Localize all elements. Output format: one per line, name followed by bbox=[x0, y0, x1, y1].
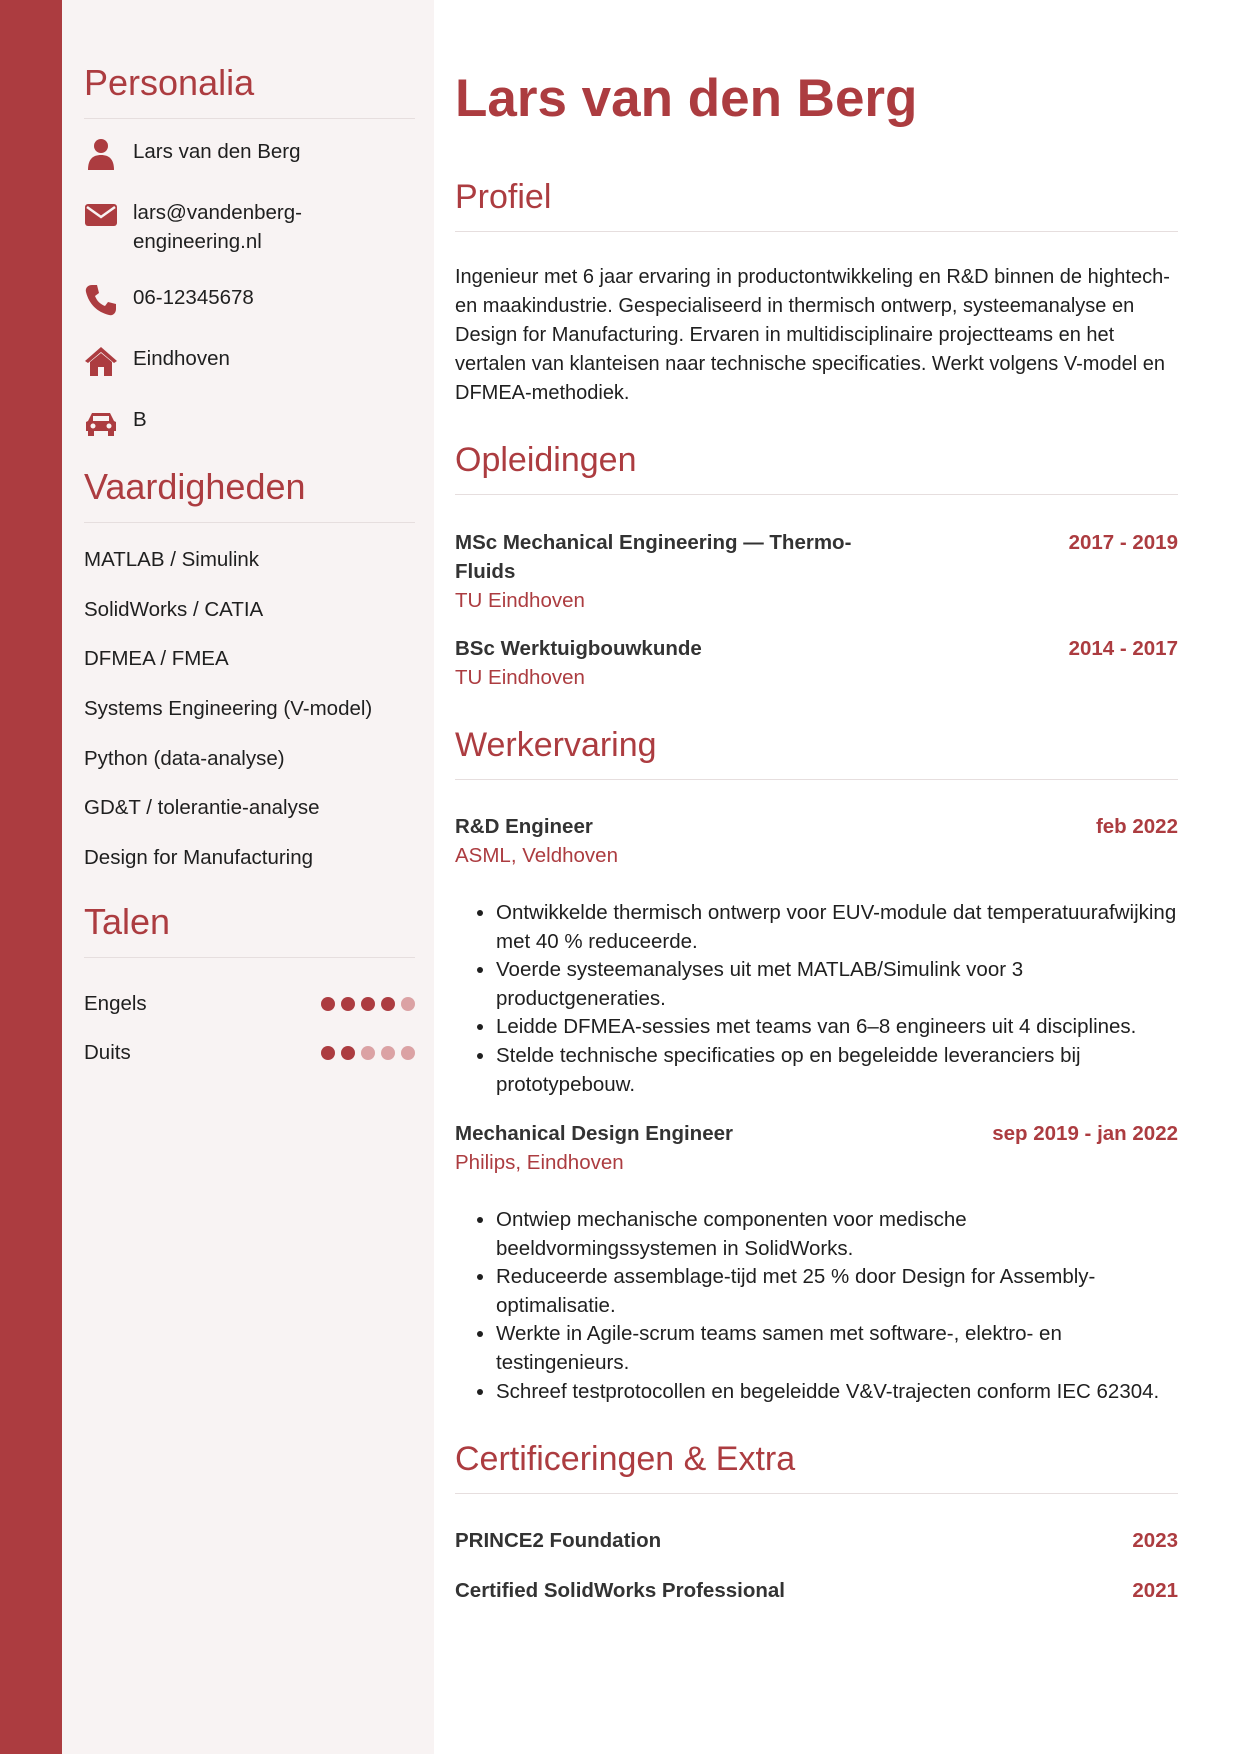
page-title: Lars van den Berg bbox=[455, 69, 918, 128]
language-name: Engels bbox=[84, 992, 147, 1016]
skill-item: GD&T / tolerantie-analyse bbox=[84, 796, 320, 820]
job-title: Mechanical Design Engineer bbox=[455, 1122, 733, 1145]
level-dot-filled bbox=[321, 1046, 335, 1060]
skill-item: Design for Manufacturing bbox=[84, 846, 314, 870]
languages-heading: Talen bbox=[84, 901, 415, 958]
education-heading: Opleidingen bbox=[455, 441, 1178, 495]
contact-name-text: Lars van den Berg bbox=[133, 140, 301, 163]
list-item: • Ontwikkelde thermisch ontwerp voor EUV-module dat temperatuurafwijking met 40 % reduceerde. bbox=[496, 899, 1178, 956]
job-date: sep 2019 - jan 2022 bbox=[992, 1122, 1178, 1145]
contact-email-text: lars@vandenberg-engineering.nl bbox=[133, 201, 302, 253]
job-date: feb 2022 bbox=[1095, 815, 1178, 838]
profile-heading: Profiel bbox=[455, 178, 1178, 232]
level-dot-empty bbox=[401, 1046, 415, 1060]
education-date: 2014 - 2017 bbox=[1068, 637, 1178, 660]
list-item: • Schreef testprotocollen en begeleidde V&V-trajecten conform IEC 62304. bbox=[496, 1378, 1178, 1407]
education-school: TU Eindhoven bbox=[455, 589, 585, 612]
experience-entry bbox=[455, 812, 1178, 1099]
list-item: • Voerde systeemanalyses uit met MATLAB/Simulink voor 3 productgeneraties. bbox=[496, 956, 1178, 1013]
cert-entry bbox=[455, 1526, 1178, 1555]
phone-icon bbox=[84, 283, 118, 317]
job-company: Philips, Eindhoven bbox=[455, 1151, 624, 1174]
cert-date: 2023 bbox=[1132, 1529, 1178, 1552]
contact-license bbox=[84, 405, 415, 439]
accent-bar bbox=[0, 0, 62, 1754]
language-item bbox=[84, 1029, 415, 1078]
education-title: MSc Mechanical Engineering — Thermo-Fluids bbox=[455, 531, 852, 583]
contact-license-text: B bbox=[133, 408, 147, 431]
contact-name bbox=[84, 137, 415, 171]
level-dot-filled bbox=[341, 997, 355, 1011]
education-entry bbox=[455, 634, 1178, 692]
car-icon bbox=[84, 405, 118, 439]
education-date: 2017 - 2019 bbox=[1068, 531, 1178, 554]
level-dot-filled bbox=[321, 997, 335, 1011]
certs-heading: Certificeringen & Extra bbox=[455, 1440, 1178, 1494]
level-dot-empty bbox=[381, 1046, 395, 1060]
language-level-dots bbox=[315, 1046, 415, 1060]
job-bullets bbox=[455, 1206, 1178, 1406]
user-icon bbox=[84, 137, 118, 171]
level-dot-empty bbox=[361, 1046, 375, 1060]
experience-heading: Werkervaring bbox=[455, 726, 1178, 780]
level-dot-filled bbox=[381, 997, 395, 1011]
contact-email[interactable] bbox=[84, 198, 415, 256]
skill-item: SolidWorks / CATIA bbox=[84, 597, 264, 621]
skill-item: DFMEA / FMEA bbox=[84, 647, 229, 671]
list-item: • Reduceerde assemblage-tijd met 25 % door Design for Assembly-optimalisatie. bbox=[496, 1263, 1178, 1320]
contact-phone-text: 06-12345678 bbox=[133, 286, 254, 309]
skill-item: MATLAB / Simulink bbox=[84, 548, 260, 571]
profile-text: Ingenieur met 6 jaar ervaring in productontwikkeling en R&D binnen de hightech- en maakindustrie. Gespecialiseerd in thermisch ontwerp, systeemanalyse en Design for Manufacturing. Ervaren in multidisciplinaire projectteams en het vertalen van klanteisen naar technische specificaties. Werkt volgens V-model en DFMEA-methodiek. bbox=[455, 266, 1170, 404]
list-item: • Stelde technische specificaties op en begeleidde leveranciers bij prototypebouw. bbox=[496, 1042, 1178, 1099]
languages-list bbox=[84, 980, 415, 1078]
skill-item: Systems Engineering (V-model) bbox=[84, 697, 373, 721]
list-item: • Ontwiep mechanische componenten voor medische beeldvormingssystemen in SolidWorks. bbox=[496, 1206, 1178, 1263]
cert-title: PRINCE2 Foundation bbox=[455, 1529, 662, 1552]
skills-heading: Vaardigheden bbox=[84, 466, 415, 523]
job-company: ASML, Veldhoven bbox=[455, 844, 618, 867]
level-dot-empty bbox=[401, 997, 415, 1011]
skill-item: Python (data-analyse) bbox=[84, 746, 285, 770]
contact-city bbox=[84, 344, 415, 378]
job-bullets bbox=[455, 899, 1178, 1099]
language-item bbox=[84, 980, 415, 1029]
sidebar-content bbox=[84, 62, 415, 1078]
envelope-icon bbox=[84, 198, 118, 232]
level-dot-filled bbox=[341, 1046, 355, 1060]
list-item: • Werkte in Agile-scrum teams samen met software-, elektro- en testingenieurs. bbox=[496, 1320, 1178, 1377]
education-school: TU Eindhoven bbox=[455, 666, 585, 689]
cert-entry bbox=[455, 1576, 1178, 1605]
job-title: R&D Engineer bbox=[455, 815, 593, 838]
experience-entry bbox=[455, 1119, 1178, 1406]
education-entry bbox=[455, 528, 1178, 615]
list-item: • Leidde DFMEA-sessies met teams van 6–8 engineers uit 4 disciplines. bbox=[496, 1013, 1178, 1042]
contact-phone[interactable] bbox=[84, 283, 415, 317]
cert-title: Certified SolidWorks Professional bbox=[455, 1579, 785, 1602]
home-icon bbox=[84, 344, 118, 378]
language-name: Duits bbox=[84, 1041, 131, 1065]
contact-list bbox=[84, 137, 415, 439]
contact-city-text: Eindhoven bbox=[133, 347, 230, 370]
cert-date: 2021 bbox=[1132, 1579, 1178, 1602]
sidebar bbox=[62, 0, 434, 1754]
personal-heading: Personalia bbox=[84, 62, 415, 119]
level-dot-filled bbox=[361, 997, 375, 1011]
education-title: BSc Werktuigbouwkunde bbox=[455, 637, 702, 660]
skills-list bbox=[84, 545, 415, 893]
language-level-dots bbox=[315, 997, 415, 1011]
